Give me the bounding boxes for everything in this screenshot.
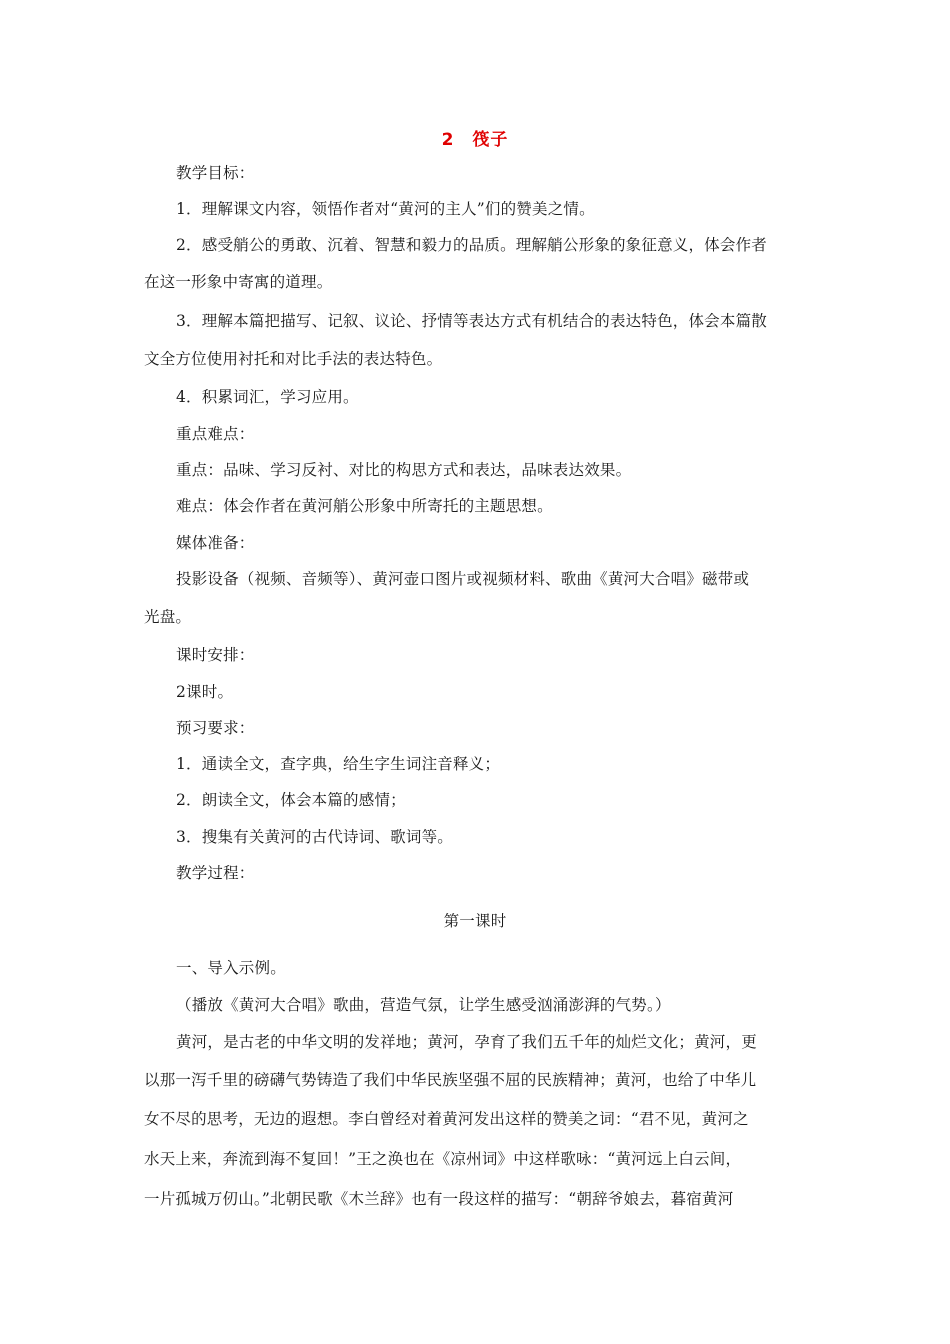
objective-1: 1．理解课文内容，领悟作者对“黄河的主人”们的赞美之情。	[176, 200, 595, 218]
objective-4: 4．积累词汇，学习应用。	[176, 388, 359, 406]
paragraph-line-5: 一片孤城万仞山。”北朝民歌《木兰辞》也有一段这样的描写：“朝辞爷娘去，暮宿黄河	[144, 1190, 734, 1208]
step-intro-note: （播放《黄河大合唱》歌曲，营造气氛，让学生感受汹涌澎湃的气势。）	[176, 996, 671, 1014]
section-heading-process: 教学过程：	[176, 864, 255, 882]
schedule-value: 2课时。	[176, 683, 234, 701]
preview-2: 2．朗读全文，体会本篇的感情；	[176, 791, 406, 809]
lesson-title: 2 筏子	[441, 130, 509, 150]
objective-2: 2．感受艄公的勇敢、沉着、智慧和毅力的品质。理解艄公形象的象征意义，体会作者	[176, 236, 767, 254]
paragraph-line-1: 黄河，是古老的中华文明的发祥地；黄河，孕育了我们五千年的灿烂文化；黄河，更	[176, 1033, 757, 1051]
paragraph-line-3: 女不尽的思考，无边的遐想。李白曾经对着黄河发出这样的赞美之词：“君不见，黄河之	[144, 1110, 749, 1128]
media-list-cont: 光盘。	[144, 608, 192, 626]
section-heading-schedule: 课时安排：	[176, 646, 255, 664]
difficult-point: 难点：体会作者在黄河艄公形象中所寄托的主题思想。	[176, 497, 553, 515]
paragraph-line-4: 水天上来，奔流到海不复回！”王之涣也在《凉州词》中这样歌咏：“黄河远上白云间，	[144, 1150, 742, 1168]
objective-3-cont: 文全方位使用衬托和对比手法的表达特色。	[144, 350, 443, 368]
objective-3: 3．理解本篇把描写、记叙、议论、抒情等表达方式有机结合的表达特色，体会本篇散	[176, 312, 767, 330]
section-heading-preview: 预习要求：	[176, 719, 255, 737]
preview-1: 1．通读全文，查字典，给生字生词注音释义；	[176, 755, 501, 773]
lesson-period-heading: 第一课时	[443, 912, 507, 930]
section-heading-media: 媒体准备：	[176, 534, 255, 552]
section-heading-objectives: 教学目标：	[176, 164, 255, 182]
objective-2-cont: 在这一形象中寄寓的道理。	[144, 273, 333, 291]
preview-3: 3．搜集有关黄河的古代诗词、歌词等。	[176, 828, 453, 846]
step-intro-heading: 一、导入示例。	[176, 959, 286, 977]
paragraph-line-2: 以那一泻千里的磅礴气势铸造了我们中华民族坚强不屈的民族精神；黄河，也给了中华儿	[144, 1071, 757, 1089]
section-heading-key-points: 重点难点：	[176, 425, 255, 443]
media-list: 投影设备（视频、音频等）、黄河壶口图片或视频材料、歌曲《黄河大合唱》磁带或	[176, 570, 750, 588]
key-point: 重点：品味、学习反衬、对比的构思方式和表达，品味表达效果。	[176, 461, 632, 479]
